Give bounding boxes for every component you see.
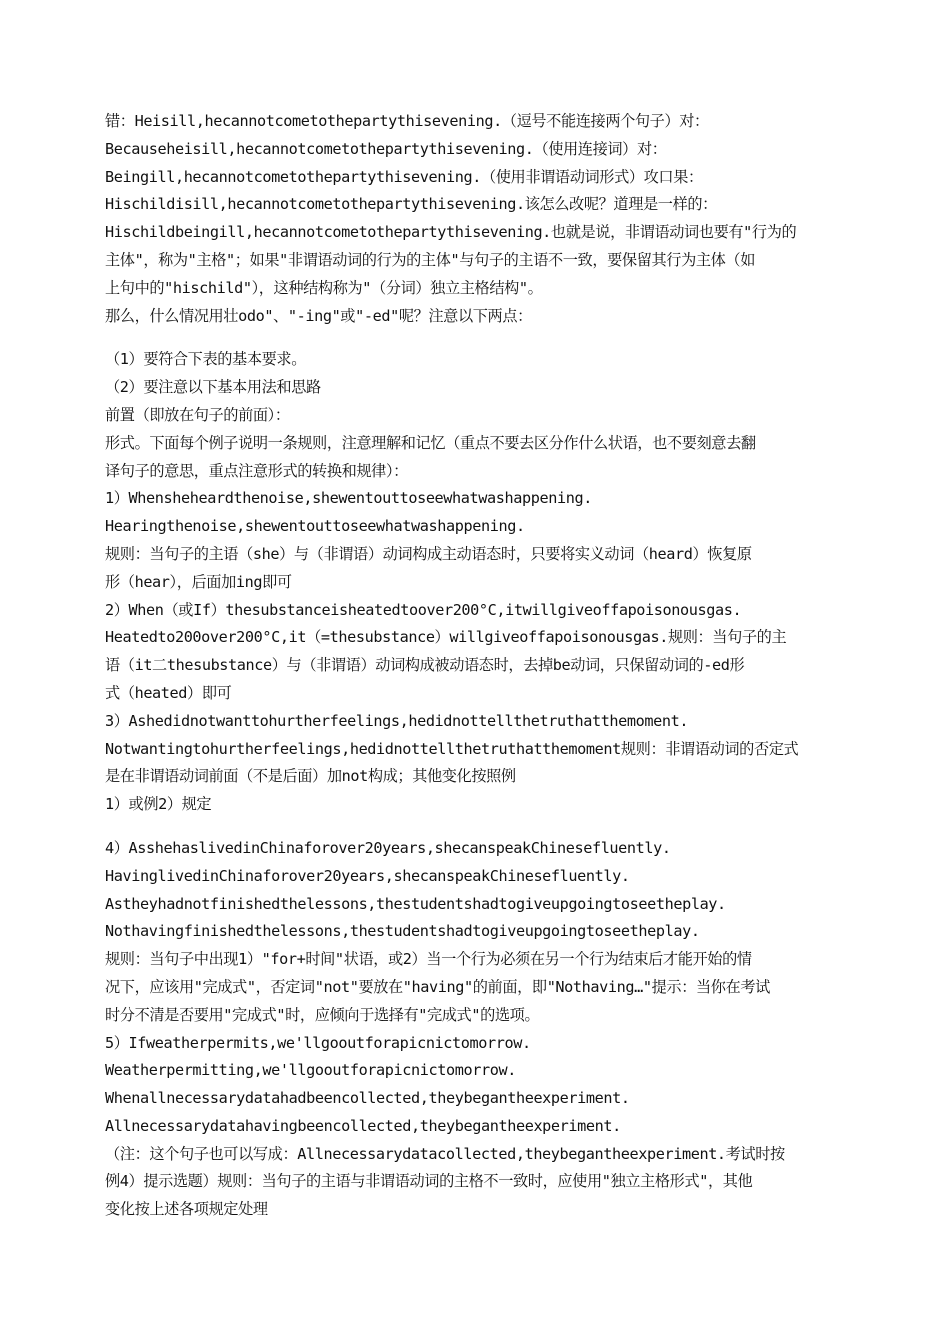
document-body	[105, 108, 853, 1224]
text-line: 形（hear），后面加ing即可	[105, 572, 292, 591]
text-line: 那么，什么情况用壮odo"、"-ing"或"-ed"呢？注意以下两点：	[105, 306, 532, 325]
paragraph-spacer	[105, 819, 853, 835]
text-line: Heatedto200over200°C,it（=thesubstance）willgiveoffapoisonousgas.规则：当句子的主	[105, 628, 787, 647]
text-line: 错：Heisill,hecannotcometothepartythisevening.（逗号不能连接两个句子）对：	[105, 112, 709, 130]
text-line: 规则：当句子的主语（she）与（非谓语）动词构成主动语态时，只要将实义动词（heard）恢复原	[105, 544, 752, 563]
text-line: 规则：当句子中出现1）"for+时间"状语，或2）当一个行为必须在另一个行为结束后才能开始的情	[105, 950, 752, 969]
text-line: 变化按上述各项规定处理	[105, 1200, 268, 1219]
text-line: 主体"，称为"主格"；如果"非谓语动词的行为的主体"与句子的主语不一致，要保留其行为主体（如	[105, 250, 756, 269]
text-line: 例4）提示选题）规则：当句子的主语与非谓语动词的主格不一致时，应使用"独立主格形式"，其他	[105, 1172, 753, 1191]
text-line: Astheyhadnotfinishedthelessons,thestudentshadtogiveupgoingtoseetheplay.	[105, 894, 726, 913]
paragraph-block-2	[105, 346, 853, 819]
text-line: 3）Ashedidnotwanttohurtherfeelings,hedidnottellthetruthatthemoment.	[105, 711, 689, 730]
text-line: HavinglivedinChinaforover20years,shecanspeakChinesefluently.	[105, 866, 630, 885]
text-line: Hischildisill,hecannotcometothepartythisevening.该怎么改呢？道理是一样的：	[105, 195, 717, 214]
text-line: Whenallnecessarydatahadbeencollected,theybegantheexperiment.	[105, 1089, 630, 1108]
text-line: （2）要注意以下基本用法和思路	[105, 378, 321, 397]
text-line: 2）When（或If）thesubstanceisheatedtoover200°C,itwillgiveoffapoisonousgas.	[105, 600, 742, 619]
text-line: Beingill,hecannotcometothepartythisevening.（使用非谓语动词形式）攻口果：	[105, 167, 703, 186]
text-line: 时分不清是否要用"完成式"时，应倾向于选择有"完成式"的选项。	[105, 1005, 540, 1024]
paragraph-block-1	[105, 108, 853, 330]
text-line: Weatherpermitting,we'llgooutforapicnictomorrow.	[105, 1061, 516, 1080]
text-line: 上句中的"hischild"），这种结构称为"（分词）独立主格结构"。	[105, 278, 543, 297]
text-line: 况下，应该用"完成式"，否定词"not"要放在"having"的前面，即"Nothaving…"提示：当你在考试	[105, 977, 770, 996]
text-line: 1）Whensheheardthenoise,shewentouttoseewhatwashappening.	[105, 489, 592, 508]
text-line: 5）Ifweatherpermits,we'llgooutforapicnictomorrow.	[105, 1033, 531, 1052]
text-line: 前置（即放在句子的前面）：	[105, 405, 290, 424]
text-line: Becauseheisill,hecannotcometothepartythisevening.（使用连接词）对：	[105, 139, 667, 158]
text-line: Allnecessarydatahavingbeencollected,theybegantheexperiment.	[105, 1116, 621, 1135]
text-line: 4）AsshehaslivedinChinaforover20years,shecanspeakChinesefluently.	[105, 838, 671, 857]
text-line: 1）或例2）规定	[105, 795, 212, 814]
text-line: Notwantingtohurtherfeelings,hedidnottellthetruthatthemoment规则：非谓语动词的否定式	[105, 739, 799, 758]
text-line: Nothavingfinishedthelessons,thestudentshadtogiveupgoingtoseetheplay.	[105, 922, 700, 941]
text-line: Hischildbeingill,hecannotcometothepartythisevening.也就是说，非谓语动词也要有"行为的	[105, 223, 797, 242]
paragraph-spacer	[105, 330, 853, 346]
text-line: （注：这个句子也可以写成：Allnecessarydatacollected,theybegantheexperiment.考试时按	[105, 1144, 785, 1163]
text-line: 译句子的意思，重点注意形式的转换和规律）：	[105, 461, 408, 480]
text-line: 式（heated）即可	[105, 683, 232, 702]
paragraph-block-3	[105, 835, 853, 1224]
text-line: 语（it二thesubstance）与（非谓语）动词构成被动语态时，去掉be动词，只保留动词的-ed形	[105, 656, 745, 675]
text-line: Hearingthenoise,shewentouttoseewhatwashappening.	[105, 517, 525, 536]
text-line: 形式。下面每个例子说明一条规则，注意理解和记忆（重点不要去区分作什么状语，也不要刻意去翻	[105, 433, 756, 452]
text-line: 是在非谓语动词前面（不是后面）加not构成；其他变化按照例	[105, 767, 516, 786]
text-line: （1）要符合下表的基本要求。	[105, 350, 306, 369]
